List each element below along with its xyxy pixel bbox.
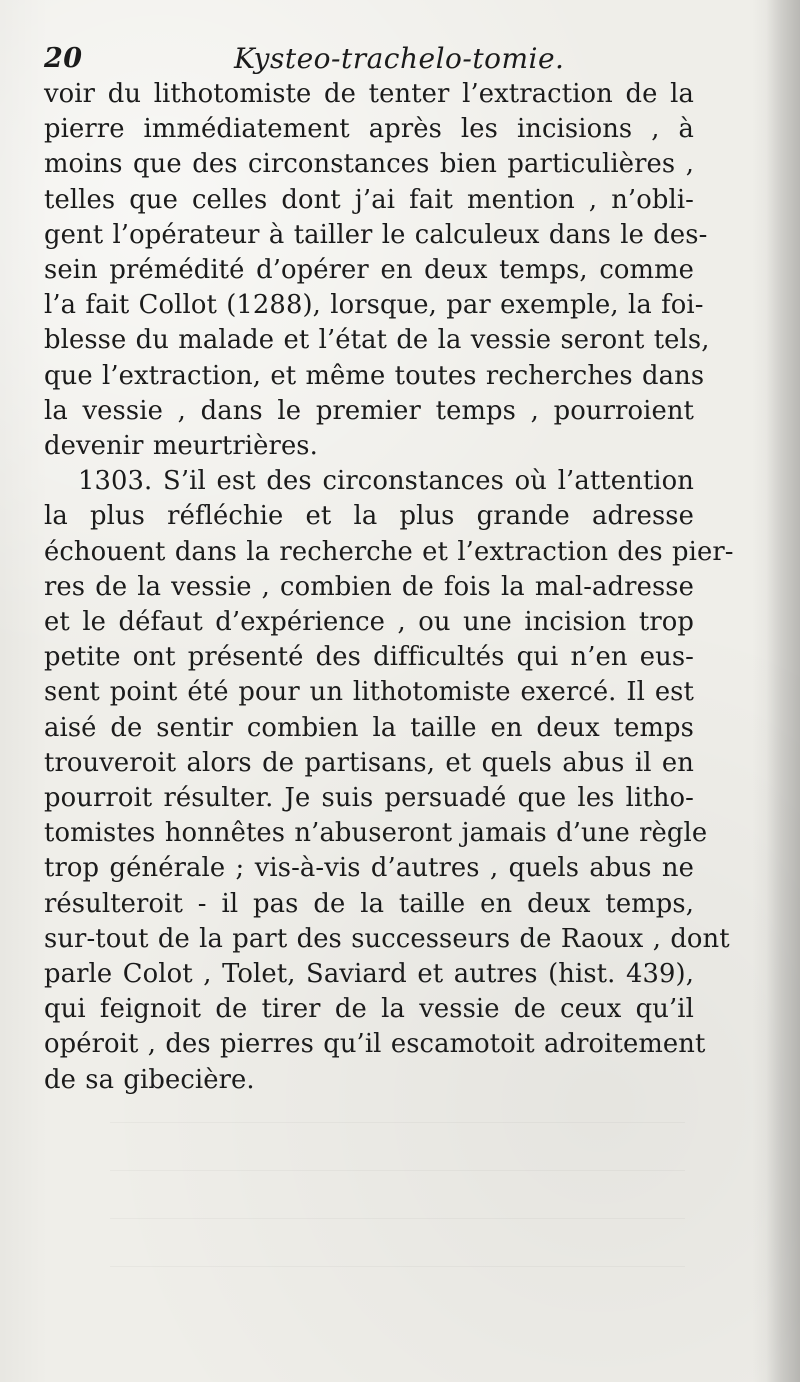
text-line: de sa gibecière. [44, 1064, 255, 1095]
text-line: l’a fait Collot (1288), lorsque, par exemple, la foi- [44, 290, 704, 321]
show-through-line [110, 1266, 685, 1267]
text-line: la vessie , dans le premier temps , pourroient [44, 395, 694, 426]
text-line: res de la vessie , combien de fois la mal-adresse [44, 571, 694, 602]
text-line: telles que celles dont j’ai fait mention , n’obli- [44, 184, 694, 215]
text-line: gent l’opérateur à tailler le calculeux dans le des- [44, 219, 708, 250]
text-line: qui feignoit de tirer de la vessie de ceux qu’il [44, 994, 694, 1025]
running-head: Kysteo-trachelo-tomie. [234, 42, 565, 75]
text-line: sur-tout de la part des successeurs de Raoux , dont [44, 923, 730, 954]
text-line: tomistes honnêtes n’abuseront jamais d’une règle [44, 818, 708, 849]
text-line: opéroit , des pierres qu’il escamotoit adroitement [44, 1029, 706, 1060]
page-header [44, 40, 734, 78]
text-line: sein prémédité d’opérer en deux temps, comme [44, 255, 694, 286]
text-line: aisé de sentir combien la taille en deux temps [44, 712, 694, 743]
text-line: pierre immédiatement après les incisions , à [44, 114, 694, 145]
text-line: moins que des circonstances bien particulières , [44, 149, 694, 180]
text-line: parle Colot , Tolet, Saviard et autres (hist. 439), [44, 959, 694, 990]
show-through-line [110, 1170, 685, 1171]
text-line: pourroit résulter. Je suis persuadé que les litho- [44, 783, 694, 814]
text-line: sent point été pour un lithotomiste exercé. Il est [44, 677, 694, 708]
show-through-line [110, 1122, 685, 1123]
paragraph-start-line: 1303. S’il est des circonstances où l’attention [78, 466, 694, 497]
text-line: petite ont présenté des difficultés qui n’en eus- [44, 642, 694, 673]
text-line: résulteroit - il pas de la taille en deux temps, [44, 888, 694, 919]
text-line: devenir meurtrières. [44, 431, 318, 462]
text-line: échouent dans la recherche et l’extraction des pier- [44, 536, 734, 567]
text-line: la plus réfléchie et la plus grande adresse [44, 501, 694, 532]
text-line: et le défaut d’expérience , ou une incision trop [44, 607, 694, 638]
text-line: trouveroit alors de partisans, et quels abus il en [44, 747, 694, 778]
page-edge-shadow [766, 0, 800, 1382]
text-line: blesse du malade et l’état de la vessie seront tels, [44, 325, 710, 356]
page-number: 20 [44, 43, 83, 74]
text-line: voir du lithotomiste de tenter l’extraction de la [44, 79, 694, 109]
show-through-line [110, 1218, 685, 1219]
text-line: trop générale ; vis-à-vis d’autres , quels abus ne [44, 853, 694, 884]
main-text [44, 77, 734, 1098]
text-line: que l’extraction, et même toutes recherches dans [44, 360, 705, 391]
